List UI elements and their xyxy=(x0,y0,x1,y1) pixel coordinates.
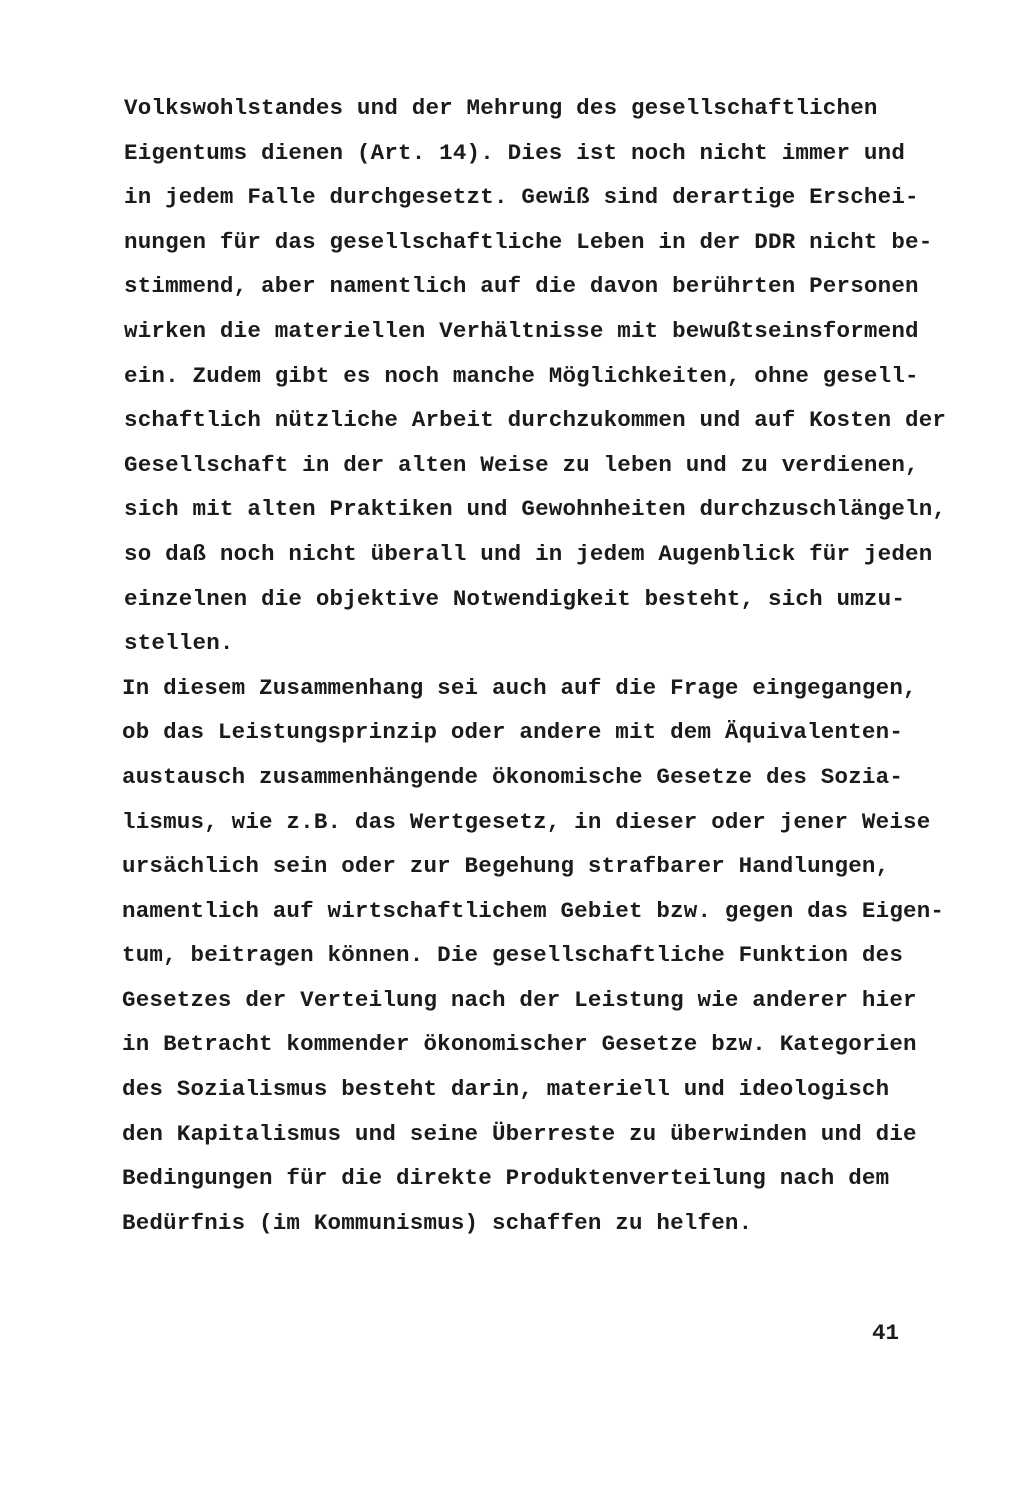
text-line: ob das Leistungsprinzip oder andere mit dem Äquivalenten- xyxy=(122,719,904,746)
text-line: des Sozialismus besteht darin, materiell und ideologisch xyxy=(122,1076,890,1103)
text-line: austausch zusammenhängende ökonomische Gesetze des Sozia- xyxy=(122,763,904,790)
text-line: In diesem Zusammenhang sei auch auf die Frage eingegangen, xyxy=(122,674,917,701)
text-line: Volkswohlstandes und der Mehrung des gesellschaftlichen xyxy=(124,95,878,121)
text-line: sich mit alten Praktiken und Gewohnheiten durchzuschlängeln, xyxy=(124,496,947,523)
body-text xyxy=(118,86,948,1245)
text-line: ursächlich sein oder zur Begehung strafbarer Handlungen, xyxy=(122,853,890,880)
text-line: den Kapitalismus und seine Überreste zu überwinden und die xyxy=(122,1120,917,1147)
text-line: einzelnen die objektive Notwendigkeit besteht, sich umzu- xyxy=(124,585,906,612)
text-line: Eigentums dienen (Art. 14). Dies ist noch nicht immer und xyxy=(124,139,906,166)
text-line: in jedem Falle durchgesetzt. Gewiß sind derartige Erschei- xyxy=(124,184,919,211)
text-line: stimmend, aber namentlich auf die davon berührten Personen xyxy=(124,273,919,300)
text-line: lismus, wie z.B. das Wertgesetz, in dieser oder jener Weise xyxy=(122,808,931,835)
text-line: namentlich auf wirtschaftlichem Gebiet bzw. gegen das Eigen- xyxy=(122,897,945,924)
text-line: Bedingungen für die direkte Produktenverteilung nach dem xyxy=(122,1165,890,1192)
text-line: nungen für das gesellschaftliche Leben in der DDR nicht be- xyxy=(124,228,933,255)
text-line: in Betracht kommender ökonomischer Gesetze bzw. Kategorien xyxy=(122,1031,917,1058)
text-line: tum, beitragen können. Die gesellschaftliche Funktion des xyxy=(122,942,904,969)
text-line: ein. Zudem gibt es noch manche Möglichkeiten, ohne gesell- xyxy=(124,362,919,389)
text-line: wirken die materiellen Verhältnisse mit bewußtseinsformend xyxy=(124,317,919,344)
page-number: 41 xyxy=(872,1320,900,1346)
text-line: Bedürfnis (im Kommunismus) schaffen zu helfen. xyxy=(122,1209,753,1236)
text-line: Gesellschaft in der alten Weise zu leben und zu verdienen, xyxy=(124,451,919,478)
text-line: schaftlich nützliche Arbeit durchzukommen und auf Kosten der xyxy=(124,407,947,434)
text-line: Gesetzes der Verteilung nach der Leistung wie anderer hier xyxy=(122,986,917,1013)
text-line: stellen. xyxy=(124,630,234,657)
text-line: so daß noch nicht überall und in jedem Augenblick für jeden xyxy=(124,540,933,567)
